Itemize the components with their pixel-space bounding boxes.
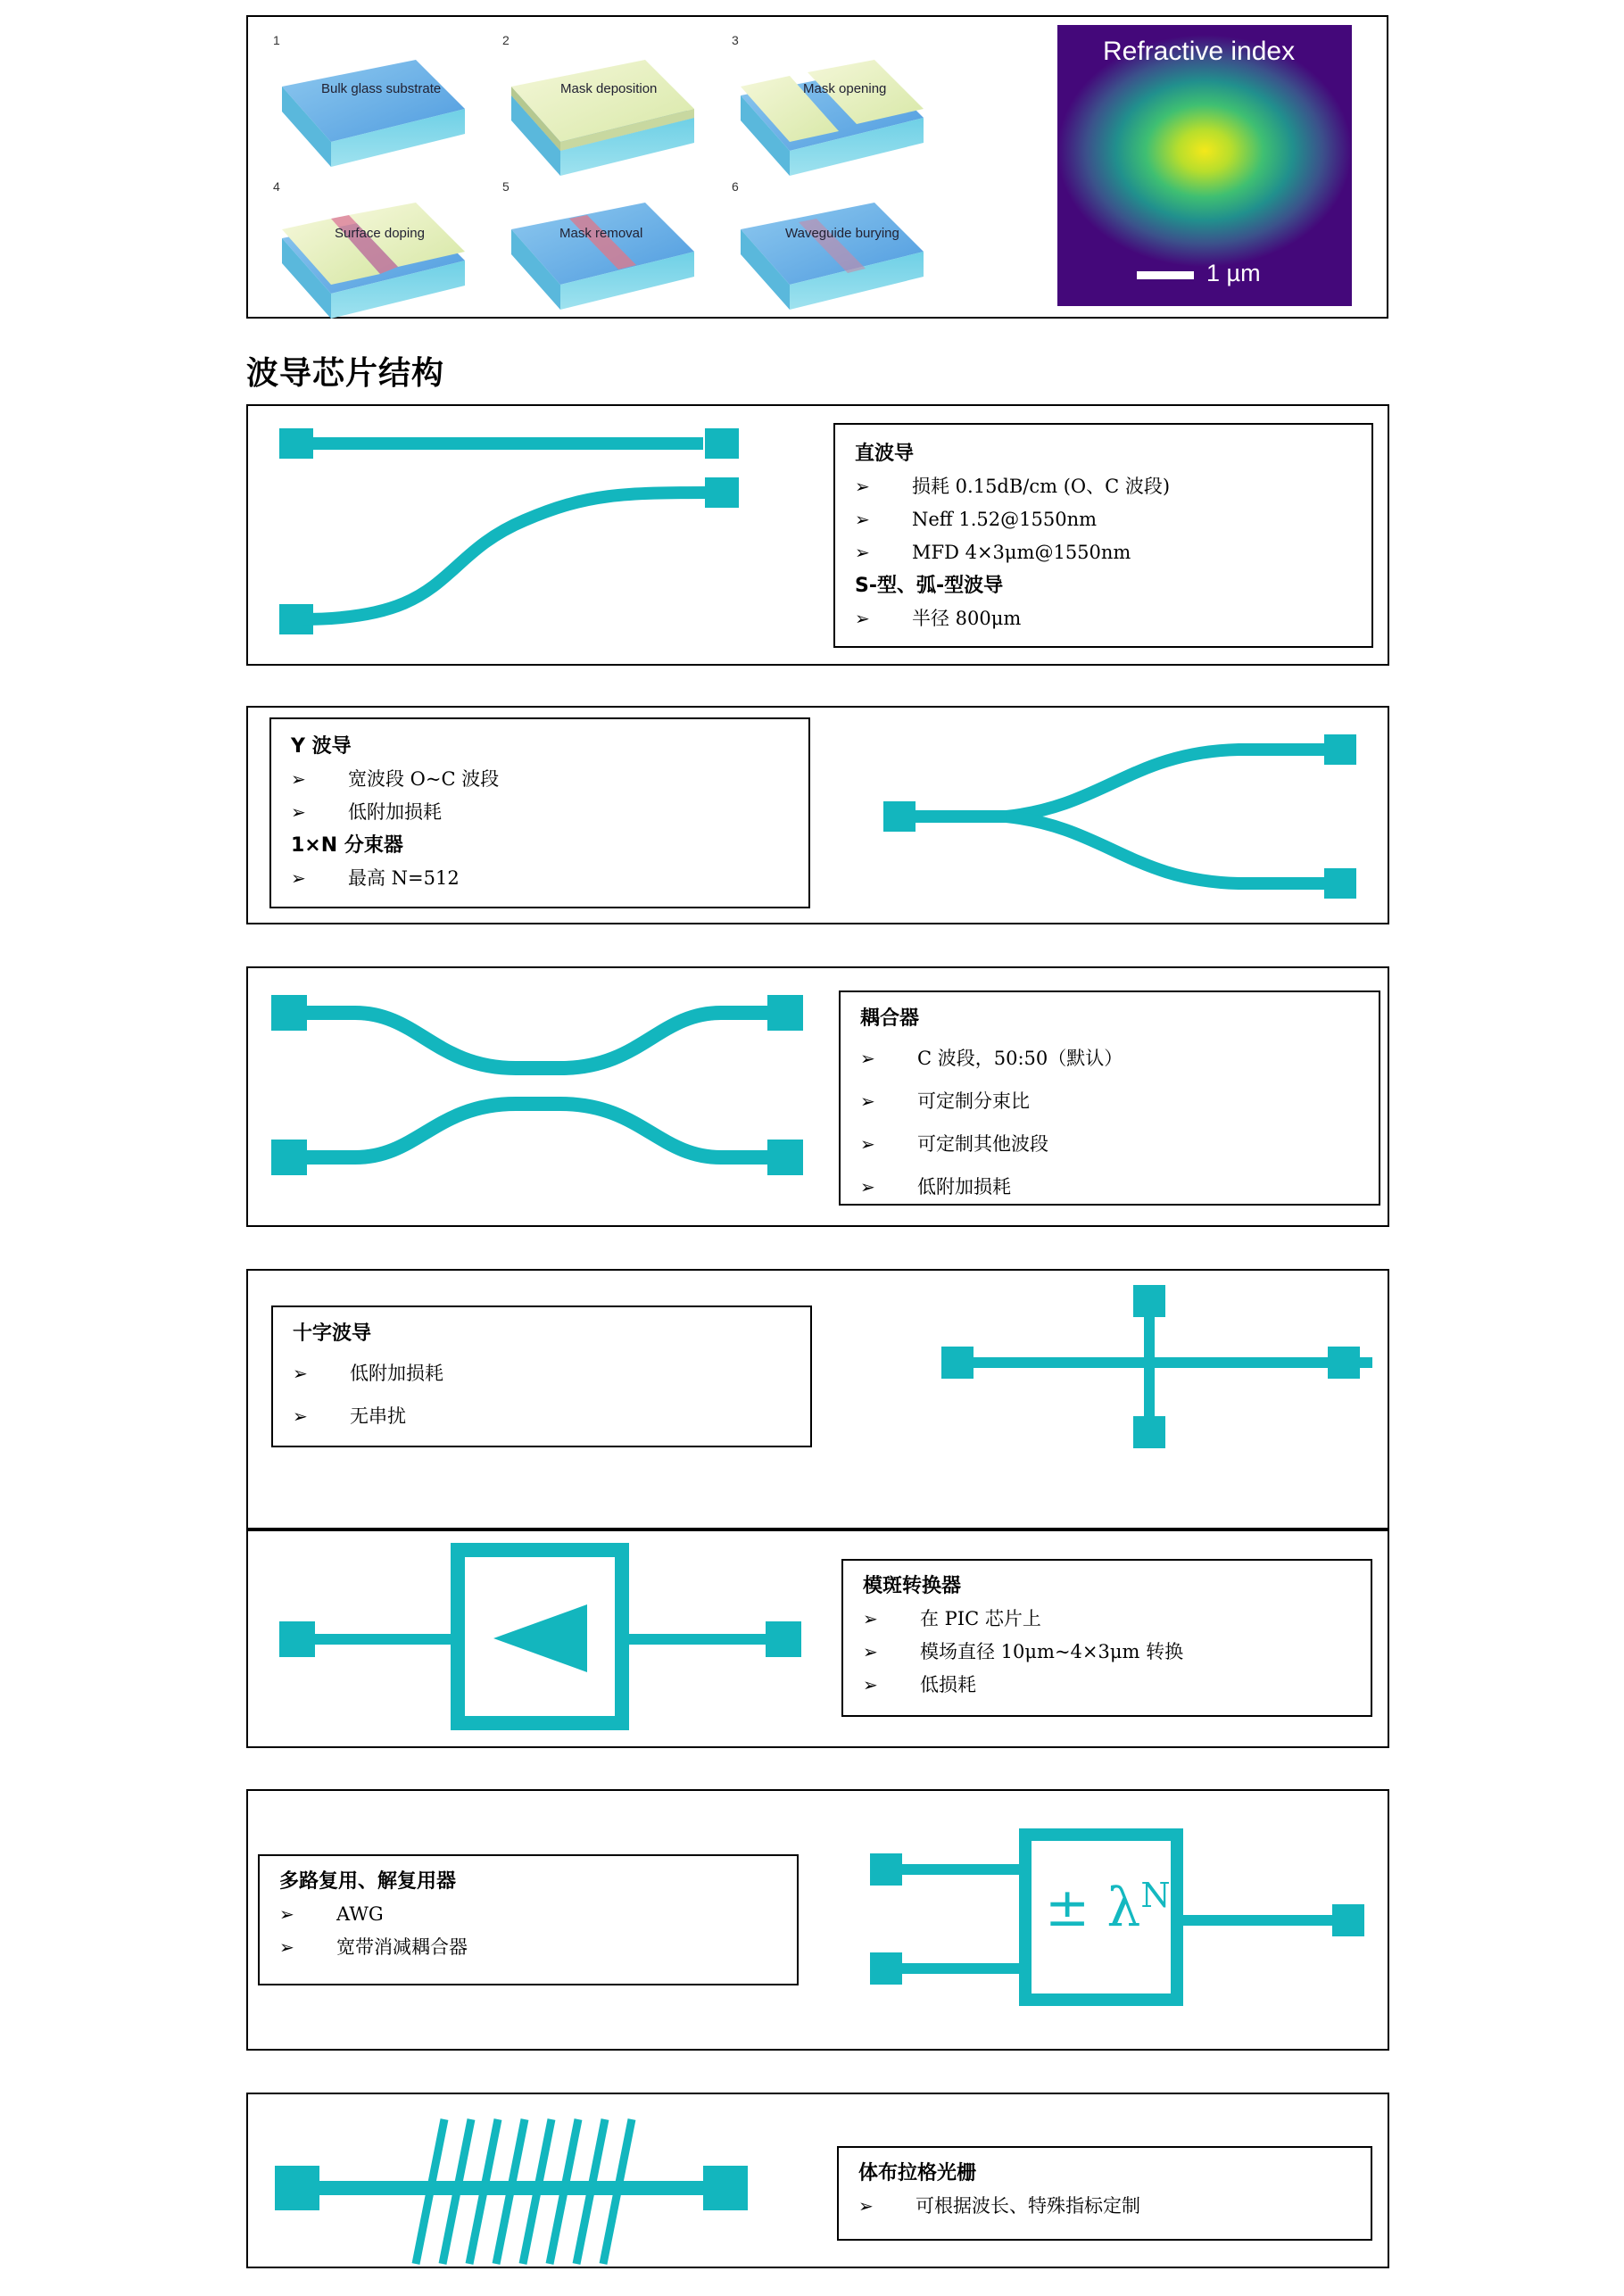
mux-port-out: [1332, 1904, 1364, 1936]
spec-item: ➢ 半径 800μm: [855, 602, 1355, 635]
y-branch-top: [1007, 750, 1332, 816]
mux-panel: [246, 1789, 1389, 2051]
scale-bar: [1137, 271, 1194, 279]
spec-item: ➢ 模场直径 10μm~4×3μm 转换: [863, 1636, 1355, 1669]
straight-waveguide-title: 直波导: [855, 443, 915, 465]
spec-item: ➢ AWG: [279, 1898, 781, 1931]
arrow-icon: ➢: [855, 608, 870, 629]
straight-waveguide-line: [284, 437, 703, 450]
mux-line-in-top: [891, 1864, 998, 1875]
spec-item: ➢ 损耗 0.15dB/cm (O、C 波段): [855, 470, 1355, 503]
coupler-arm-bottom: [297, 1104, 776, 1157]
straight-waveguide-info: [833, 423, 1373, 648]
step-6-slab: [741, 203, 924, 310]
mc-line-right: [623, 1634, 779, 1645]
step-5-slab: [511, 203, 694, 310]
y-stem: [908, 810, 1015, 823]
coupler-title: 耦合器: [860, 1007, 920, 1030]
spec-item: ➢ 低损耗: [863, 1669, 1355, 1702]
spec-item: ➢ MFD 4×3μm@1550nm: [855, 536, 1355, 569]
mode-converter-info: [841, 1559, 1372, 1717]
cross-port-left: [941, 1347, 974, 1379]
spec-item: ➢ C 波段，50:50（默认）: [860, 1037, 1363, 1080]
mc-taper: [493, 1604, 587, 1672]
cross-waveguide-title: 十字波导: [293, 1322, 372, 1345]
spec-item: ➢ 宽带消减耦合器: [279, 1931, 781, 1964]
arrow-icon: ➢: [855, 476, 870, 497]
cross-horizontal: [944, 1357, 1372, 1368]
spec-item: ➢ 可根据波长、特殊指标定制: [858, 2190, 1355, 2223]
coupler-info: [839, 991, 1380, 1206]
step-2-label: Mask deposition: [560, 81, 658, 96]
spec-item: ➢ Neff 1.52@1550nm: [855, 503, 1355, 536]
y-waveguide-diagram: [248, 708, 1391, 926]
step-3-label: Mask opening: [803, 81, 887, 96]
mux-line-in-bottom: [891, 1963, 998, 1974]
step-4-number: 4: [273, 179, 280, 194]
scale-bar-label: 1 µm: [1206, 260, 1261, 286]
step-3-slab: [741, 60, 924, 176]
straight-waveguide-port-right: [705, 428, 739, 459]
splitter-title: 1×N 分束器: [291, 834, 403, 857]
arrow-icon: ➢: [293, 1405, 308, 1427]
arrow-icon: ➢: [291, 801, 306, 823]
step-1-number: 1: [273, 33, 280, 47]
arrow-icon: ➢: [863, 1674, 878, 1695]
refractive-index-profile: [1057, 35, 1352, 267]
spec-item: ➢ 低附加损耗: [860, 1165, 1363, 1208]
cross-port-right: [1328, 1347, 1360, 1379]
refractive-index-title: Refractive index: [1103, 37, 1296, 66]
coupler-arm-top: [297, 1013, 776, 1068]
section-heading: 波导芯片结构: [246, 355, 445, 392]
step-2-slab: [511, 60, 694, 176]
grating-info: [837, 2146, 1372, 2241]
s-waveguide-curve: [302, 493, 712, 619]
y-waveguide-panel: [246, 706, 1389, 924]
arrow-icon: ➢: [860, 1090, 875, 1112]
arrow-icon: ➢: [863, 1608, 878, 1629]
y-waveguide-title: Y 波导: [291, 735, 352, 758]
step-1-slab: [282, 60, 465, 167]
arrow-icon: ➢: [860, 1133, 875, 1155]
spec-item: ➢ 可定制其他波段: [860, 1123, 1363, 1165]
spec-item: ➢ 最高 N=512: [291, 862, 792, 895]
process-panel: [246, 15, 1388, 319]
arrow-icon: ➢: [858, 2195, 874, 2217]
spec-item: ➢ 低附加损耗: [293, 1352, 794, 1395]
mux-title: 多路复用、解复用器: [279, 1870, 457, 1893]
spec-item: ➢ 在 PIC 芯片上: [863, 1603, 1355, 1636]
mc-line-left: [302, 1634, 453, 1645]
mux-line-out: [1176, 1915, 1337, 1926]
step-2-number: 2: [502, 33, 510, 47]
arrow-icon: ➢: [293, 1363, 308, 1384]
cross-waveguide-diagram: [248, 1271, 1391, 1531]
spec-item: ➢ 无串扰: [293, 1395, 794, 1438]
grating-title: 体布拉格光栅: [858, 2162, 977, 2184]
arrow-icon: ➢: [863, 1641, 878, 1662]
mux-symbol: ± $\lambda^N$: [1045, 1876, 1171, 1939]
grating-panel: [246, 2093, 1389, 2268]
arrow-icon: ➢: [291, 768, 306, 790]
straight-waveguide-port-left: [279, 428, 313, 459]
arrow-icon: ➢: [279, 1903, 294, 1925]
cross-waveguide-panel: [246, 1269, 1389, 1529]
spec-item: ➢ 可定制分束比: [860, 1080, 1363, 1123]
arrow-icon: ➢: [291, 867, 306, 889]
mux-diagram: [248, 1791, 1391, 2052]
spec-item: ➢ 低附加损耗: [291, 796, 792, 829]
arrow-icon: ➢: [279, 1936, 294, 1958]
step-4-slab: [282, 203, 465, 319]
arrow-icon: ➢: [860, 1048, 875, 1069]
step-3-number: 3: [732, 33, 739, 47]
mode-converter-panel-frame: [246, 1529, 1389, 1748]
straight-waveguide-panel: [246, 404, 1389, 666]
coupler-panel: [246, 966, 1389, 1227]
step-1-label: Bulk glass substrate: [321, 81, 442, 96]
step-6-label: Waveguide burying: [785, 226, 899, 241]
s-waveguide-title: S-型、弧-型波导: [855, 575, 1004, 597]
step-5-label: Mask removal: [559, 226, 643, 241]
arrow-icon: ➢: [860, 1176, 875, 1198]
arrow-icon: ➢: [855, 542, 870, 563]
arrow-icon: ➢: [855, 509, 870, 530]
step-4-label: Surface doping: [335, 226, 425, 241]
step-6-number: 6: [732, 179, 739, 194]
step-5-number: 5: [502, 179, 510, 194]
mode-converter-title: 模斑转换器: [863, 1575, 962, 1597]
cross-vertical-arm: [1144, 1306, 1155, 1431]
spec-item: ➢ 宽波段 O~C 波段: [291, 763, 792, 796]
y-branch-bottom: [1007, 816, 1332, 883]
